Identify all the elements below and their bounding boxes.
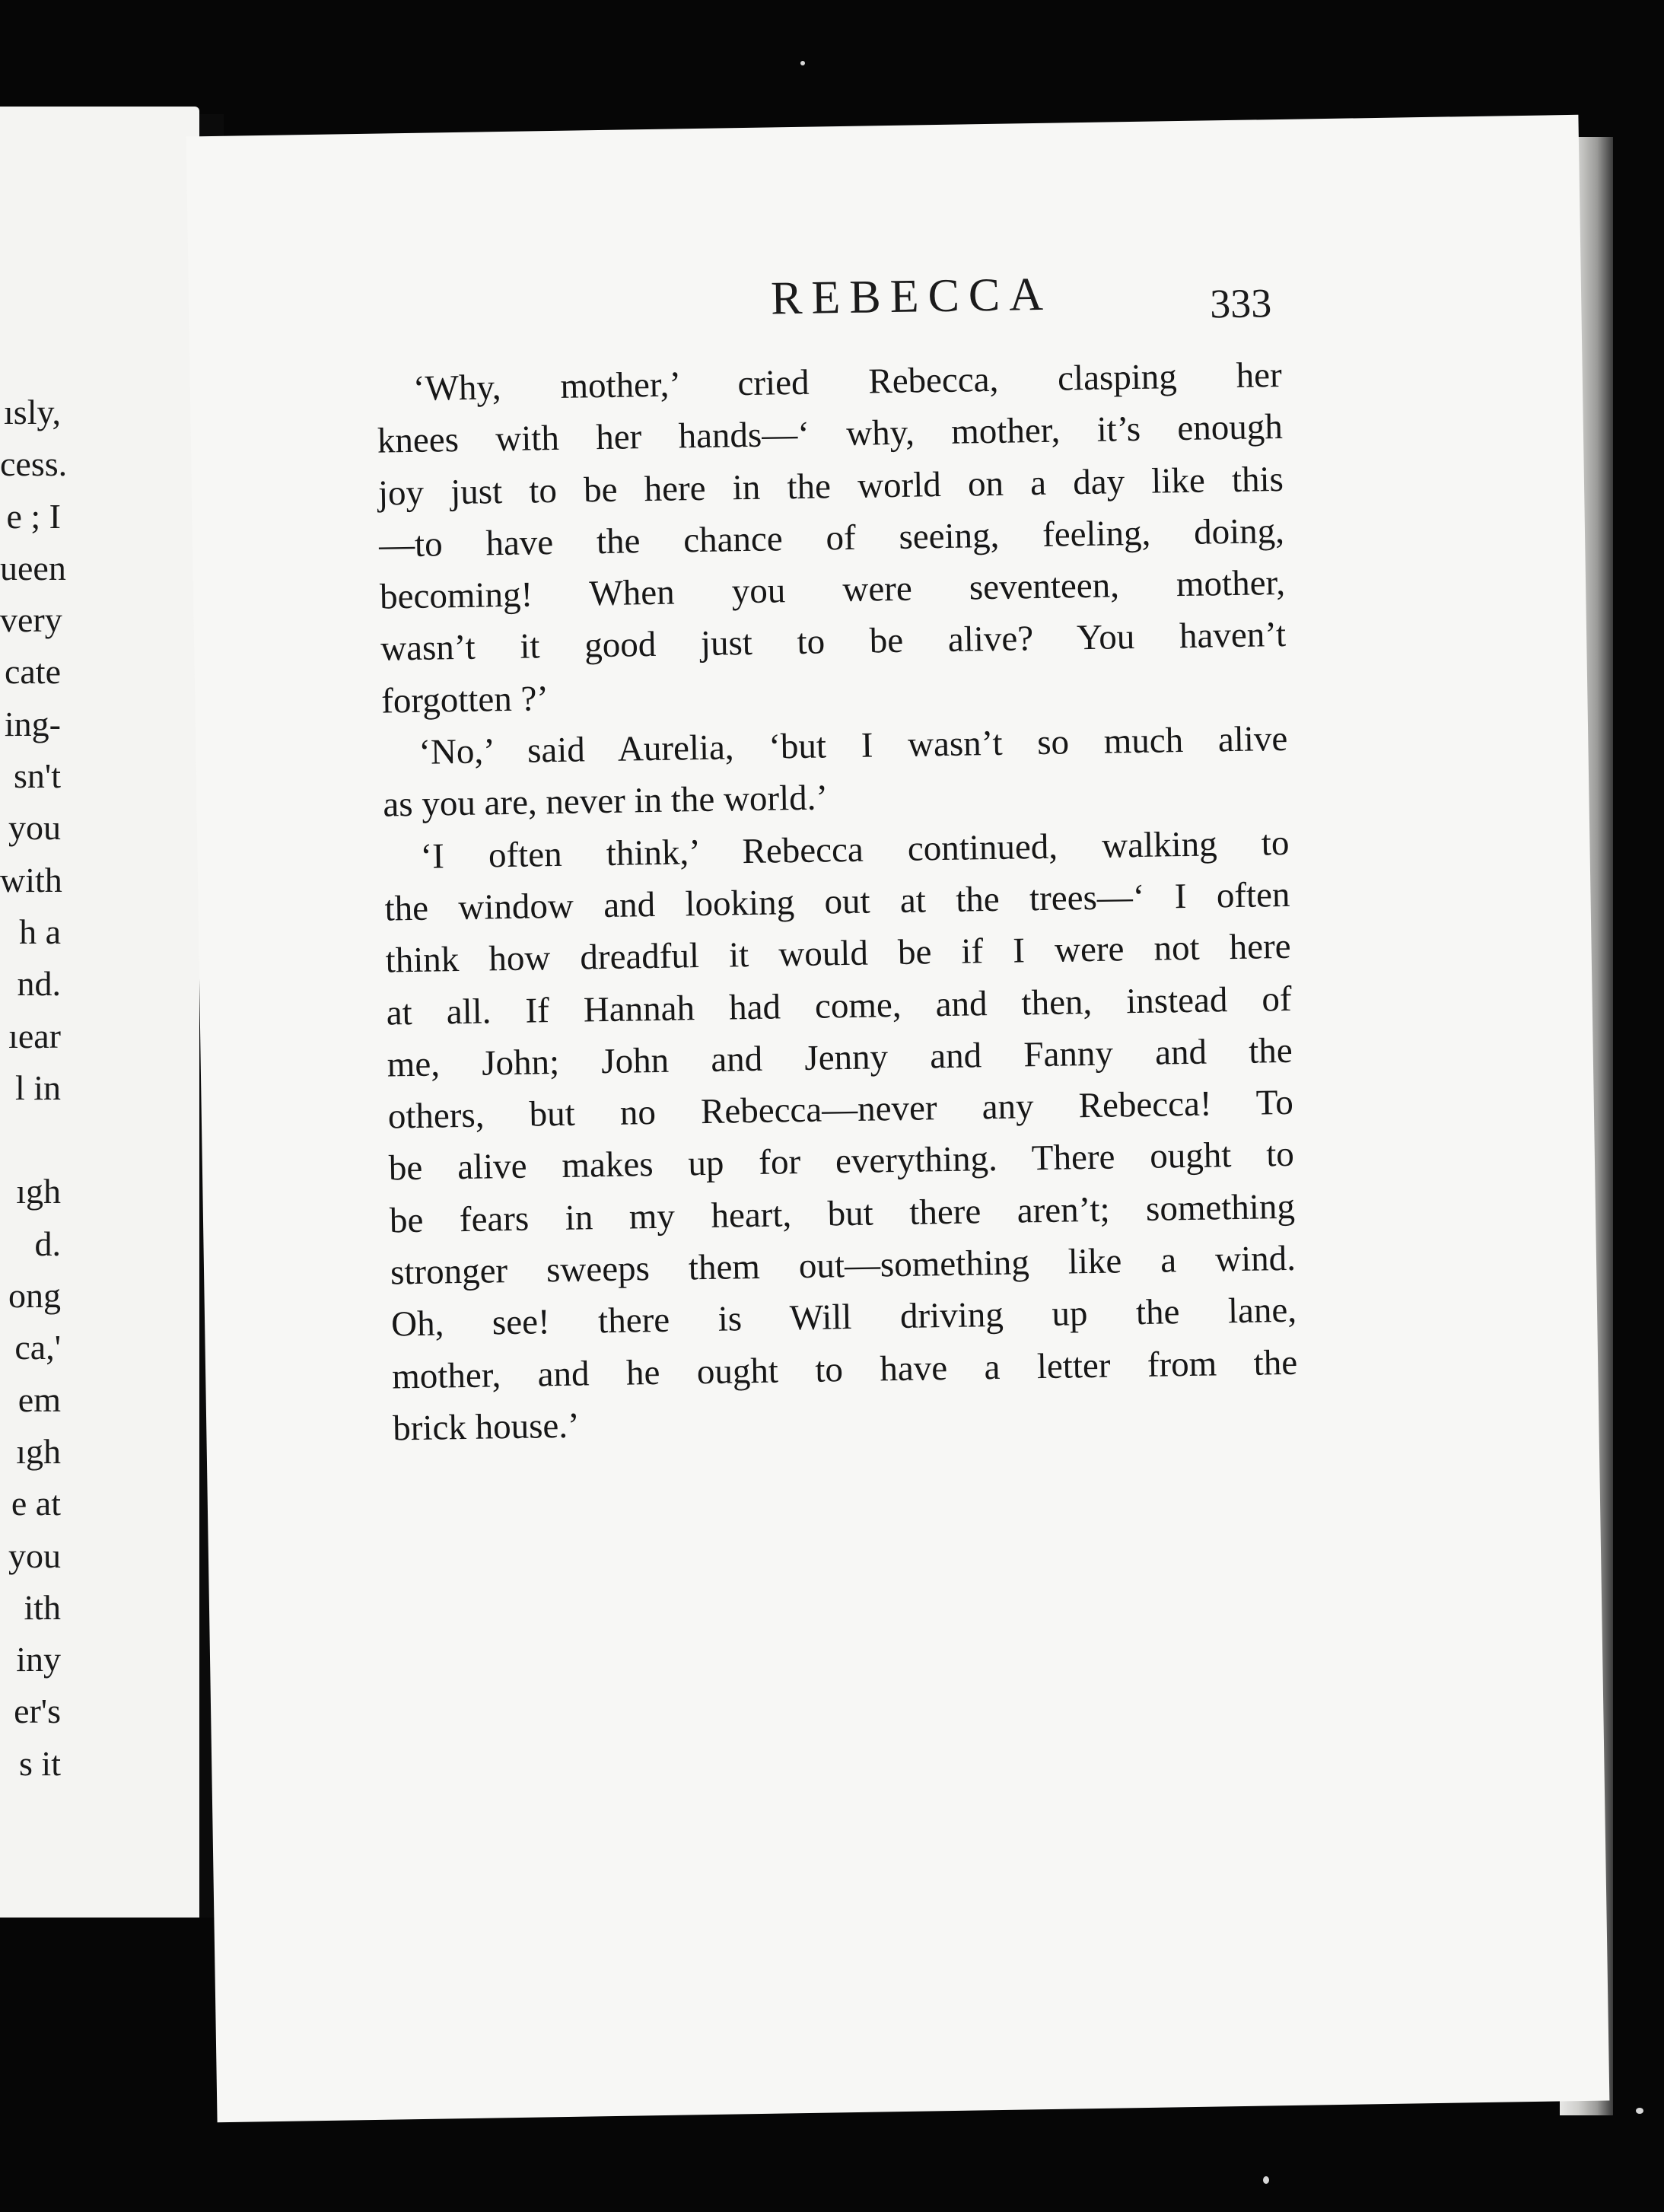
- left-page-line: ong: [8, 1276, 61, 1316]
- text-line: —to have the chance of seeing, feeling, doing,: [378, 511, 1285, 565]
- left-page-line: ıear: [8, 1016, 61, 1055]
- running-head: REBECCA: [770, 268, 1053, 325]
- text-line: ‘I often think,’ Rebecca continued, walking to: [420, 823, 1290, 877]
- left-page-line: ing-: [4, 704, 61, 743]
- text-line: joy just to be here in the world on a day like this: [377, 459, 1284, 514]
- dust-speck: [1636, 2108, 1643, 2114]
- left-page-line: ith: [24, 1587, 61, 1627]
- left-page-line: very: [0, 600, 62, 640]
- body-text: [376, 349, 1298, 1455]
- text-line: becoming! When you were seventeen, mother,: [379, 563, 1286, 617]
- left-page-line: s it: [19, 1743, 61, 1783]
- text-line: at all. If Hannah had come, and then, instead of: [386, 979, 1292, 1033]
- text-line: be fears in my heart, but there aren’t; something: [389, 1186, 1296, 1241]
- text-line: ‘No,’ said Aurelia, ‘but I wasn’t so much alive: [418, 718, 1288, 772]
- left-page-line: you: [8, 1536, 61, 1575]
- left-page-line: cess.: [0, 444, 68, 484]
- text-line: forgotten ?’: [380, 678, 549, 721]
- right-page: [186, 115, 1610, 2122]
- dust-speck: [1263, 2176, 1269, 2184]
- left-page-line: cate: [4, 652, 61, 692]
- text-line: ‘Why, mother,’ cried Rebecca, clasping her: [412, 355, 1283, 409]
- text-line: wasn’t it good just to be alive? You haven’t: [380, 615, 1287, 670]
- left-page-line: ıgh: [16, 1431, 61, 1471]
- left-page-line: sn't: [14, 756, 61, 796]
- left-page-line: e ; I: [6, 496, 61, 536]
- left-page-line: er's: [14, 1692, 61, 1731]
- text-line: think how dreadful it would be if I were not here: [385, 927, 1291, 981]
- text-line: be alive makes up for everything. There ought to: [388, 1135, 1295, 1189]
- left-page-line: ca,': [14, 1328, 61, 1367]
- text-line: as you are, never in the world.’: [383, 778, 829, 825]
- left-page: [0, 107, 199, 1918]
- text-line: knees with her hands—‘ why, mother, it’s enough: [377, 407, 1284, 461]
- text-line: mother, and he ought to have a letter from the: [391, 1342, 1298, 1397]
- left-page-line: ueen: [0, 548, 66, 587]
- text-line: me, John; John and Jenny and Fanny and the: [387, 1030, 1293, 1085]
- left-page-line: iny: [16, 1640, 61, 1679]
- text-line: others, but no Rebecca—never any Rebecca! To: [387, 1082, 1294, 1137]
- left-page-line: ısly,: [4, 393, 61, 431]
- dust-speck: [800, 61, 805, 65]
- left-page-line: d.: [34, 1224, 61, 1263]
- left-page-text: [0, 387, 68, 1790]
- text-line: Oh, see! there is Will driving up the lane,: [390, 1291, 1297, 1345]
- left-page-line: ıgh: [16, 1172, 61, 1211]
- left-page-line: l in: [14, 1068, 61, 1107]
- left-page-line: e at: [11, 1484, 61, 1523]
- text-line: stronger sweeps them out—something like a wind.: [390, 1238, 1297, 1293]
- left-page-line: nd.: [17, 964, 61, 1004]
- left-page-line: h a: [19, 912, 61, 951]
- left-page-line: you: [8, 808, 61, 848]
- text-line: brick house.’: [392, 1405, 581, 1449]
- text-line: the window and looking out at the trees—‘ I often: [384, 874, 1290, 929]
- page-number: 333: [1209, 280, 1272, 327]
- left-page-line: em: [17, 1380, 61, 1419]
- left-page-line: with: [0, 860, 62, 899]
- left-page-line: [0, 1114, 61, 1166]
